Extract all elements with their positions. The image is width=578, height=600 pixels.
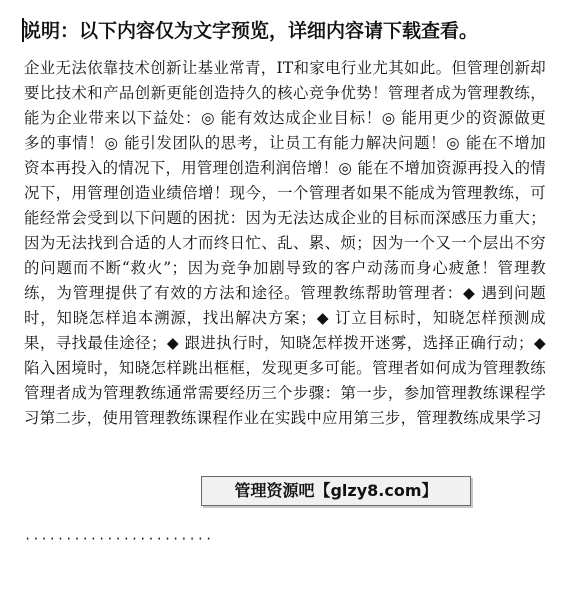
preview-notice: 说明：以下内容仅为文字预览，详细内容请下载查看。 [22, 20, 479, 42]
watermark-banner: 管理资源吧【glzy8.com】 [201, 476, 471, 506]
document-body: 企业无法依靠技术创新让基业常青，IT和家电行业尤其如此。但管理创新却要比技术和产品创新更能创造持久的核心竞争优势！管理者成为管理教练，能为企业带来以下益处：◎ 能有效达成企业目标！◎ 能用更少的资源做更多的事情！◎ 能引发团队的思考，让员工有能力解决问题！◎ 能在不增加资本再投入的情况下，用管理创造利润倍增！◎ 能在不增加资源再投入的情况下，用管理创造业绩倍增！现今，一个管理者如果不能成为管理教练，可能经常会受到以下问题的困扰：因为无法达成企业的目标而深感压力重大；因为无法找到合适的人才而终日忙、乱、累、烦；因为一个又一个层出不穷的问题而不断“救火”；因为竞争加剧导致的客户动荡而身心疲惫！管理教练，为管理提供了有效的方法和途径。管理教练帮助管理者：◆ 遇到问题时，知晓怎样追本溯源，找出解决方案；◆ 订立目标时，知晓怎样预测成果，寻找最佳途径；◆ 跟进执行时，知晓怎样拨开迷雾，选择正确行动；◆ 陷入困境时，知晓怎样跳出框框，发现更多可能。管理者如何成为管理教练管理者成为管理教练通常需要经历三个步骤：第一步，参加管理教练课程学习第二步，使用管理教练课程作业在实践中应用第三步，管理教练成果学习 [24, 59, 546, 427]
continuation-dots: ······················· [24, 532, 214, 546]
